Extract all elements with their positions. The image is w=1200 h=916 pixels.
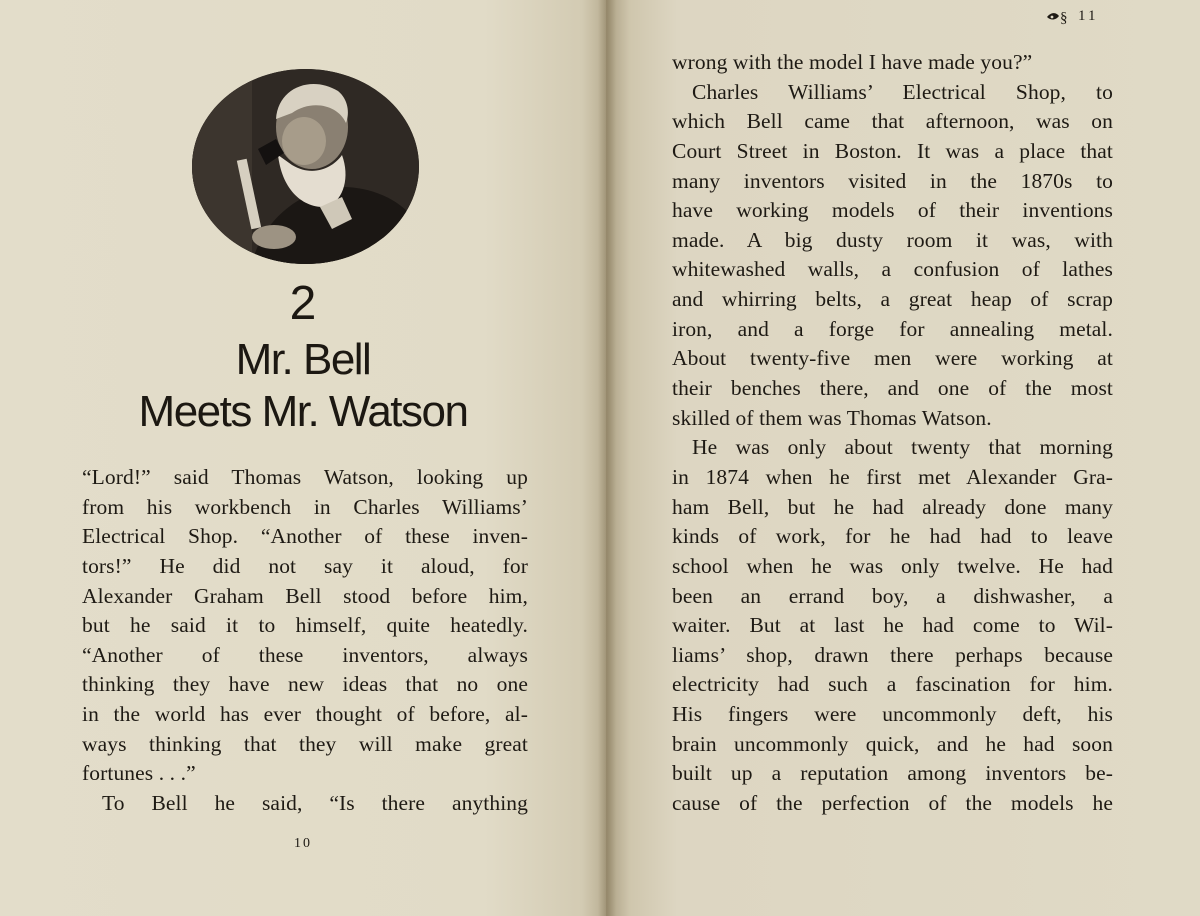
chapter-number: 2 [289, 277, 317, 330]
text-line: made. A big dusty room it was, with [672, 227, 1113, 252]
text-line: “Another of these inventors, always [82, 642, 528, 667]
chapter-title-line: Mr. Bell [235, 335, 371, 384]
text-line: fortunes . . .” [82, 761, 196, 786]
text-line: from his workbench in Charles Williams’ [82, 494, 528, 519]
portrait-of-bell-on-telephone-icon [192, 69, 419, 264]
text-line: His fingers were uncommonly deft, his [672, 702, 1113, 727]
text-line: electricity had such a fascination for him. [672, 672, 1113, 697]
text-line: brain uncommonly quick, and he had soon [672, 731, 1113, 756]
text-line: in the world has ever thought of before, al- [82, 702, 528, 727]
text-line: many inventors visited in the 1870s to [672, 168, 1113, 193]
text-line: iron, and a forge for annealing metal. [672, 316, 1113, 341]
text-line: thinking they have new ideas that no one [82, 672, 528, 697]
text-line: built up a reputation among inventors be- [672, 761, 1113, 786]
text-line: whitewashed walls, a confusion of lathes [672, 257, 1113, 282]
text-line: skilled of them was Thomas Watson. [672, 405, 992, 430]
running-head [1046, 8, 1098, 25]
book-gutter [598, 0, 616, 916]
text-line: school when he was only twelve. He had [672, 553, 1113, 578]
chapter-title [0, 334, 606, 438]
text-line: their benches there, and one of the most [672, 376, 1113, 401]
portrait-image [192, 69, 419, 264]
text-line: been an errand boy, a dishwasher, a [672, 583, 1113, 608]
text-line: To Bell he said, “Is there anything [102, 791, 528, 816]
chapter-title-line: Meets Mr. Watson [138, 387, 468, 436]
text-line: About twenty-five men were working at [672, 346, 1113, 371]
text-line: Alexander Graham Bell stood before him, [82, 583, 528, 608]
text-line: kinds of work, for he had had to leave [672, 524, 1113, 549]
text-line: Electrical Shop. “Another of these inven- [82, 524, 528, 549]
svg-text:§: § [1060, 9, 1071, 25]
text-line: in 1874 when he first met Alexander Gra- [672, 464, 1113, 489]
text-line: Charles Williams’ Electrical Shop, to [692, 79, 1113, 104]
text-line: have working models of their inventions [672, 198, 1113, 223]
left-body-text [82, 463, 528, 819]
text-line: and whirring belts, a great heap of scrap [672, 287, 1113, 312]
text-line: cause of the perfection of the models he [672, 791, 1113, 816]
text-line: Court Street in Boston. It was a place that [672, 138, 1113, 163]
text-line: but he said it to himself, quite heatedly. [82, 613, 528, 638]
text-line: ham Bell, but he had already done many [672, 494, 1113, 519]
page-number: 11 [1078, 8, 1099, 24]
text-line: “Lord!” said Thomas Watson, looking up [82, 465, 528, 489]
text-line: which Bell came that afternoon, was on [672, 109, 1113, 134]
page-number: 10 [294, 836, 312, 851]
text-line: tors!” He did not say it aloud, for [82, 553, 528, 578]
right-body-text [672, 48, 1113, 819]
text-line: liams’ shop, drawn there perhaps because [672, 642, 1113, 667]
fleuron-section-mark-icon [1046, 9, 1072, 25]
text-line: waiter. But at last he had come to Wil- [672, 613, 1113, 638]
text-line: wrong with the model I have made you?” [672, 50, 1033, 74]
text-line: ways thinking that they will make great [82, 731, 528, 756]
text-line: He was only about twenty that morning [692, 435, 1113, 460]
